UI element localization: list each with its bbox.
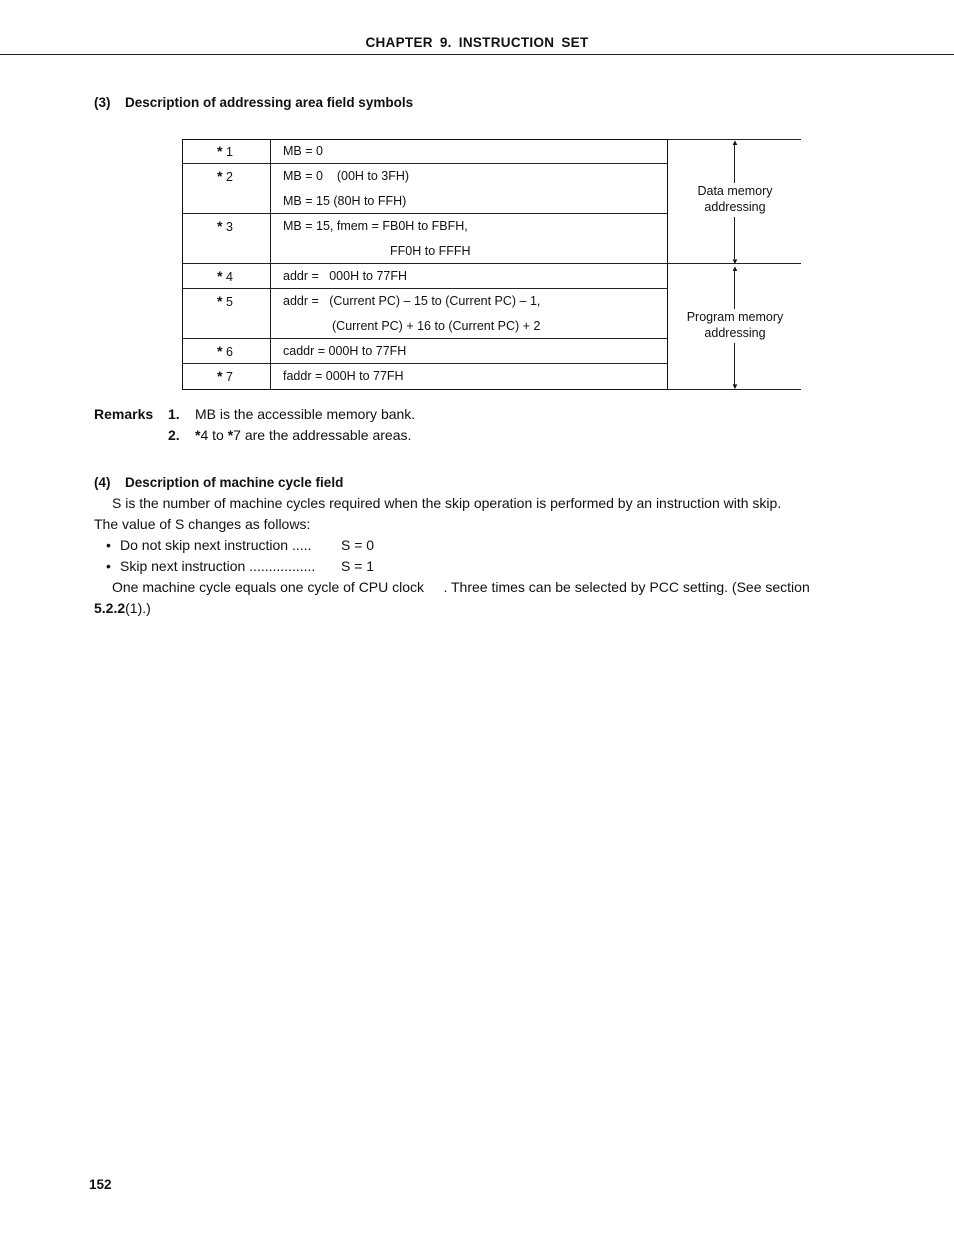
arrow-up-icon: ▲ (731, 264, 739, 273)
table-row-mark: * 3 (217, 218, 233, 234)
section-reference: 5.2.2 (94, 600, 126, 616)
addressing-table (182, 139, 801, 390)
table-border (182, 139, 668, 390)
program-memory-label: Program memory addressing (670, 309, 800, 341)
remark-number: 1. (168, 406, 180, 422)
arrow-down-icon: ▼ (731, 382, 739, 391)
remarks-label: Remarks (94, 406, 154, 422)
remark-number: 2. (168, 427, 180, 443)
section-4-title (94, 475, 343, 490)
table-row-text: MB = 0 (283, 144, 323, 158)
remark-text: MB is the accessible memory bank. (195, 406, 416, 422)
table-row-text: (Current PC) + 16 to (Current PC) + 2 (332, 319, 541, 333)
table-row-text: MB = 15 (80H to FFH) (283, 194, 407, 208)
table-row-mark: * 1 (217, 143, 233, 159)
paragraph-line: 5.2.2(1).) (94, 600, 151, 616)
section-3-title (94, 95, 413, 110)
page-number: 152 (89, 1177, 112, 1192)
program-arrow-up-line (734, 269, 735, 309)
paragraph-line: S is the number of machine cycles required when the skip operation is performed by an instruction with skip. (112, 495, 782, 511)
arrow-up-icon: ▲ (731, 138, 739, 147)
table-row-mark: * 7 (217, 368, 233, 384)
header-rule (0, 54, 954, 55)
table-row-mark: * 6 (217, 343, 233, 359)
table-row-text: addr = 000H to 77FH (283, 269, 408, 283)
table-row-text: FF0H to FFFH (390, 244, 471, 258)
section-3-number: (3) (94, 95, 111, 110)
bullet-label: Do not skip next instruction ..... (120, 537, 312, 553)
bullet-label: Skip next instruction ................. (120, 558, 316, 574)
row-divider (182, 163, 668, 164)
row-divider (182, 363, 668, 364)
chapter-header: CHAPTER 9. INSTRUCTION SET (365, 35, 589, 50)
bullet-icon: • (106, 537, 111, 553)
remark-text: *4 to *7 are the addressable areas. (195, 427, 412, 443)
table-row-mark: * 5 (217, 293, 233, 309)
section-3-heading: Description of addressing area field symbols (125, 95, 414, 110)
data-memory-label: Data memory addressing (674, 183, 796, 215)
data-arrow-up-line (734, 142, 735, 183)
row-divider (182, 338, 668, 339)
table-row-text: addr = (Current PC) – 15 to (Current PC) – 1, (283, 294, 541, 308)
section-4-number: (4) (94, 475, 111, 490)
row-divider (182, 288, 668, 289)
table-row-mark: * 4 (217, 268, 233, 284)
row-divider (182, 263, 801, 264)
bullet-value: S = 0 (341, 537, 375, 553)
table-row-text: MB = 0 (00H to 3FH) (283, 169, 410, 183)
section-4-heading: Description of machine cycle field (125, 475, 344, 490)
table-row-text: MB = 15, fmem = FB0H to FBFH, (283, 219, 468, 233)
bullet-value: S = 1 (341, 558, 375, 574)
program-arrow-down-line (734, 343, 735, 385)
paragraph-line: One machine cycle equals one cycle of CPU clock . Three times can be selected by PCC setting. (See section (112, 579, 810, 595)
column-divider (270, 139, 271, 389)
arrow-down-icon: ▼ (731, 257, 739, 266)
bullet-icon: • (106, 558, 111, 574)
paragraph-line: The value of S changes as follows: (94, 516, 311, 532)
table-row-mark: * 2 (217, 168, 233, 184)
row-divider (182, 213, 668, 214)
table-row-text: faddr = 000H to 77FH (283, 369, 404, 383)
data-arrow-down-line (734, 217, 735, 259)
table-row-text: caddr = 000H to 77FH (283, 344, 407, 358)
